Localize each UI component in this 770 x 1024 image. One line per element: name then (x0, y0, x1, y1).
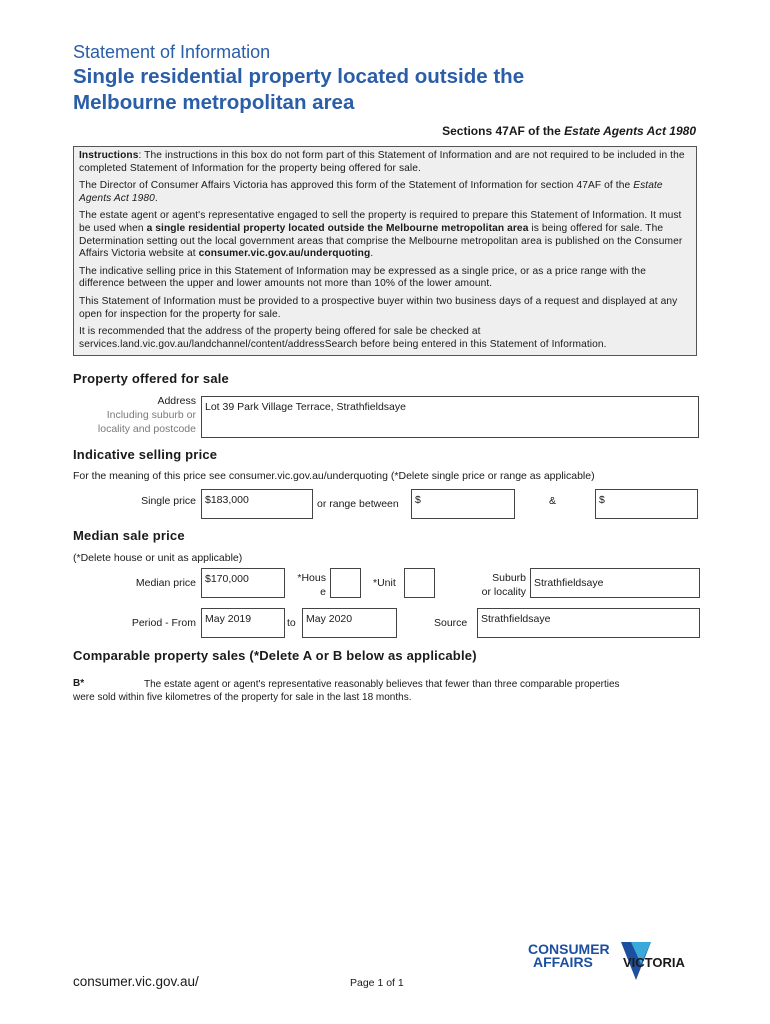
instructions-p6: It is recommended that the address of the property being offered for sale be checked at services.land.vic.gov.au/landchannel/content/addressSearch before being entered in this Statement of Information. (79, 326, 607, 350)
period-from-field[interactable]: May 2019 (201, 608, 285, 638)
median-price-field[interactable]: $170,000 (201, 568, 285, 598)
option-b-label: B* (73, 678, 85, 689)
title-line-1: Single residential property located outside the (73, 65, 525, 88)
single-price-field[interactable]: $183,000 (201, 489, 313, 519)
single-price-label: Single price (141, 495, 196, 507)
logo-text-line3: VICTORIA (623, 955, 685, 970)
instructions-p5: This Statement of Information must be provided to a prospective buyer within two business days of a request and displayed at any open for inspection for the property for sale. (79, 295, 678, 320)
house-label-line1: *Hous (297, 572, 326, 584)
range-low-field[interactable]: $ (411, 489, 515, 519)
suburb-label-line2: or locality (481, 586, 526, 598)
footer-url[interactable]: consumer.vic.gov.au/ (73, 974, 199, 989)
instructions-p4: The indicative selling price in this Statement of Information may be expressed as a single price, or as a price range with the difference between the upper and lower amounts not more than 10% of the lower amount. (79, 265, 646, 290)
period-to-field[interactable]: May 2020 (302, 608, 397, 638)
sections-prefix: Sections 47AF of the (442, 124, 565, 138)
instructions-p3 (79, 210, 691, 260)
option-b-line1: The estate agent or agent's representative reasonably believes that fewer than three comparable properties (144, 679, 620, 690)
median-note: (*Delete house or unit as applicable) (73, 552, 243, 564)
comparable-heading: Comparable property sales (*Delete A or B below as applicable) (73, 648, 477, 663)
property-heading: Property offered for sale (73, 371, 229, 386)
sections-reference (442, 124, 696, 138)
suburb-label (460, 571, 526, 599)
instructions-p3-a: The estate agent or agent's representative engaged to sell the property is required to prepare this Statement of Information. It must be used when (79, 210, 682, 234)
instructions-p1 (79, 150, 691, 175)
house-label-line2: e (320, 586, 326, 598)
range-label: or range between (317, 498, 399, 510)
median-price-label: Median price (135, 577, 196, 589)
indicative-note: For the meaning of this price see consumer.vic.gov.au/underquoting (*Delete single price or range as applicable) (73, 470, 595, 482)
house-label (290, 571, 326, 599)
logo-text-line2: AFFAIRS (533, 954, 593, 970)
unit-checkbox[interactable] (404, 568, 435, 598)
instructions-p3-end: . (370, 248, 374, 260)
suburb-field[interactable]: Strathfieldsaye (530, 568, 700, 598)
suburb-label-line1: Suburb (492, 572, 526, 584)
consumer-affairs-victoria-logo (527, 940, 707, 990)
address-field[interactable]: Lot 39 Park Village Terrace, Strathfieldsaye (201, 396, 699, 438)
instructions-p2-act: Estate Agents Act 1980 (79, 180, 663, 204)
house-checkbox[interactable] (330, 568, 361, 598)
source-field[interactable]: Strathfieldsaye (477, 608, 700, 638)
instructions-p3-b: is being offered for sale. The Determination setting out the local government areas that comprise the Melbourne metropolitan area is published on the Consumer Affairs Victoria website at (79, 222, 683, 260)
option-b-text (73, 678, 693, 704)
sections-act: Estate Agents Act 1980 (564, 124, 696, 138)
range-ampersand: & (549, 495, 557, 507)
page-title (73, 64, 693, 116)
logo-text-line1: CONSUMER (528, 941, 610, 957)
pre-title: Statement of Information (73, 42, 271, 62)
instructions-box (73, 146, 697, 356)
range-high-field[interactable]: $ (595, 489, 698, 519)
source-label: Source (434, 617, 468, 629)
address-label-group (70, 394, 196, 436)
page-number: Page 1 of 1 (350, 977, 404, 989)
instructions-label: Instructions (79, 150, 139, 161)
logo-graphic (527, 940, 707, 990)
instructions-p2-end: . (154, 192, 158, 204)
median-heading: Median sale price (73, 528, 185, 543)
title-line-2: Melbourne metropolitan area (73, 91, 355, 114)
instructions-p2-text: The Director of Consumer Affairs Victoria has approved this form of the Statement of Information for section 47AF of the (79, 180, 634, 192)
instructions-p1-text: : The instructions in this box do not form part of this Statement of Information and are not required to be included in the completed Statement of Information for the property being offered for sale. (79, 150, 685, 174)
indicative-heading: Indicative selling price (73, 447, 218, 462)
address-sublabel-1: Including suburb or (106, 409, 196, 421)
period-to-label: to (287, 617, 296, 629)
instructions-p3-bold: a single residential property located outside the Melbourne metropolitan area (146, 222, 529, 234)
address-label: Address (157, 395, 196, 407)
unit-label: *Unit (373, 577, 396, 589)
period-from-label: Period - From (131, 617, 196, 629)
instructions-p2 (79, 180, 691, 205)
option-b-line2: were sold within five kilometres of the property for sale in the last 18 months. (73, 692, 412, 703)
underquoting-link[interactable]: consumer.vic.gov.au/underquoting (198, 248, 371, 260)
address-sublabel-2: locality and postcode (97, 423, 196, 435)
